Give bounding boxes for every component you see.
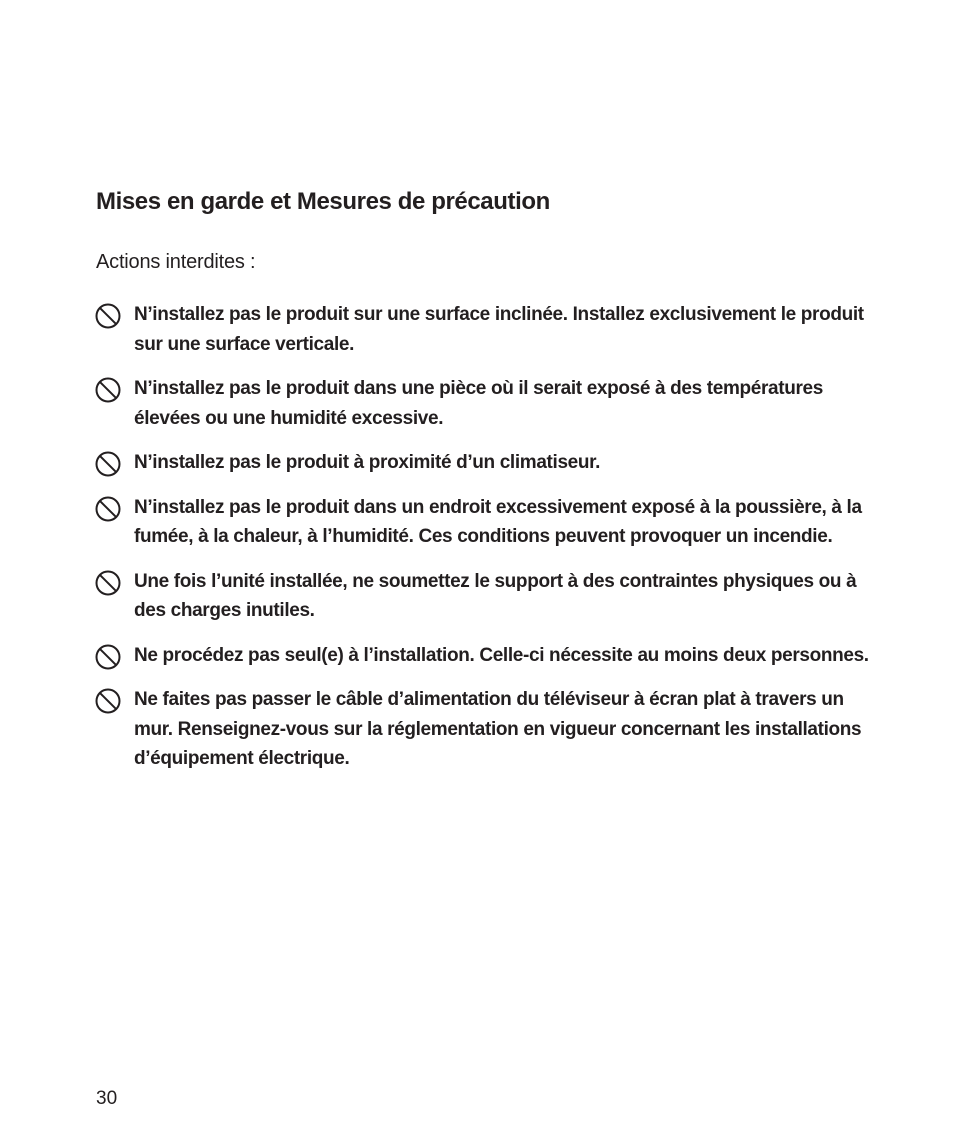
- warning-item: [94, 493, 874, 552]
- prohibition-icon: [94, 687, 122, 715]
- prohibition-icon: [94, 495, 122, 523]
- warning-item: [94, 374, 874, 433]
- warning-text: Ne procédez pas seul(e) à l’installation. Celle-ci nécessite au moins deux personnes.: [134, 644, 869, 666]
- warning-item: [94, 448, 874, 478]
- warning-text: N’installez pas le produit sur une surface inclinée. Installez exclusivement le produit sur une surface verticale.: [134, 304, 864, 355]
- warning-item: [94, 641, 874, 671]
- warning-text: N’installez pas le produit dans un endroit excessivement exposé à la poussière, à la fumée, à la chaleur, à l’humidité. Ces conditions peuvent provoquer un incendie.: [134, 496, 862, 547]
- warning-item: [94, 567, 874, 626]
- warning-text: N’installez pas le produit dans une pièce où il serait exposé à des températures élevées ou une humidité excessive.: [134, 378, 823, 429]
- page-title: Mises en garde et Mesures de précaution: [96, 188, 550, 215]
- warning-item: [94, 685, 874, 774]
- page-number: 30: [96, 1088, 118, 1109]
- warning-text: N’installez pas le produit à proximité d’un climatiseur.: [134, 452, 601, 473]
- prohibition-icon: [94, 302, 122, 330]
- warning-item: [94, 300, 874, 359]
- section-subtitle: Actions interdites :: [96, 251, 256, 273]
- warning-text: Ne faites pas passer le câble d’alimentation du téléviseur à écran plat à travers un mur. Renseignez-vous sur la réglementation en vigueur concernant les installations d’équipement électrique.: [134, 689, 862, 769]
- warning-list: [94, 300, 874, 789]
- prohibition-icon: [94, 643, 122, 671]
- prohibition-icon: [94, 376, 122, 404]
- prohibition-icon: [94, 450, 122, 478]
- prohibition-icon: [94, 569, 122, 597]
- warning-text: Une fois l’unité installée, ne soumettez le support à des contraintes physiques ou à des charges inutiles.: [134, 570, 857, 621]
